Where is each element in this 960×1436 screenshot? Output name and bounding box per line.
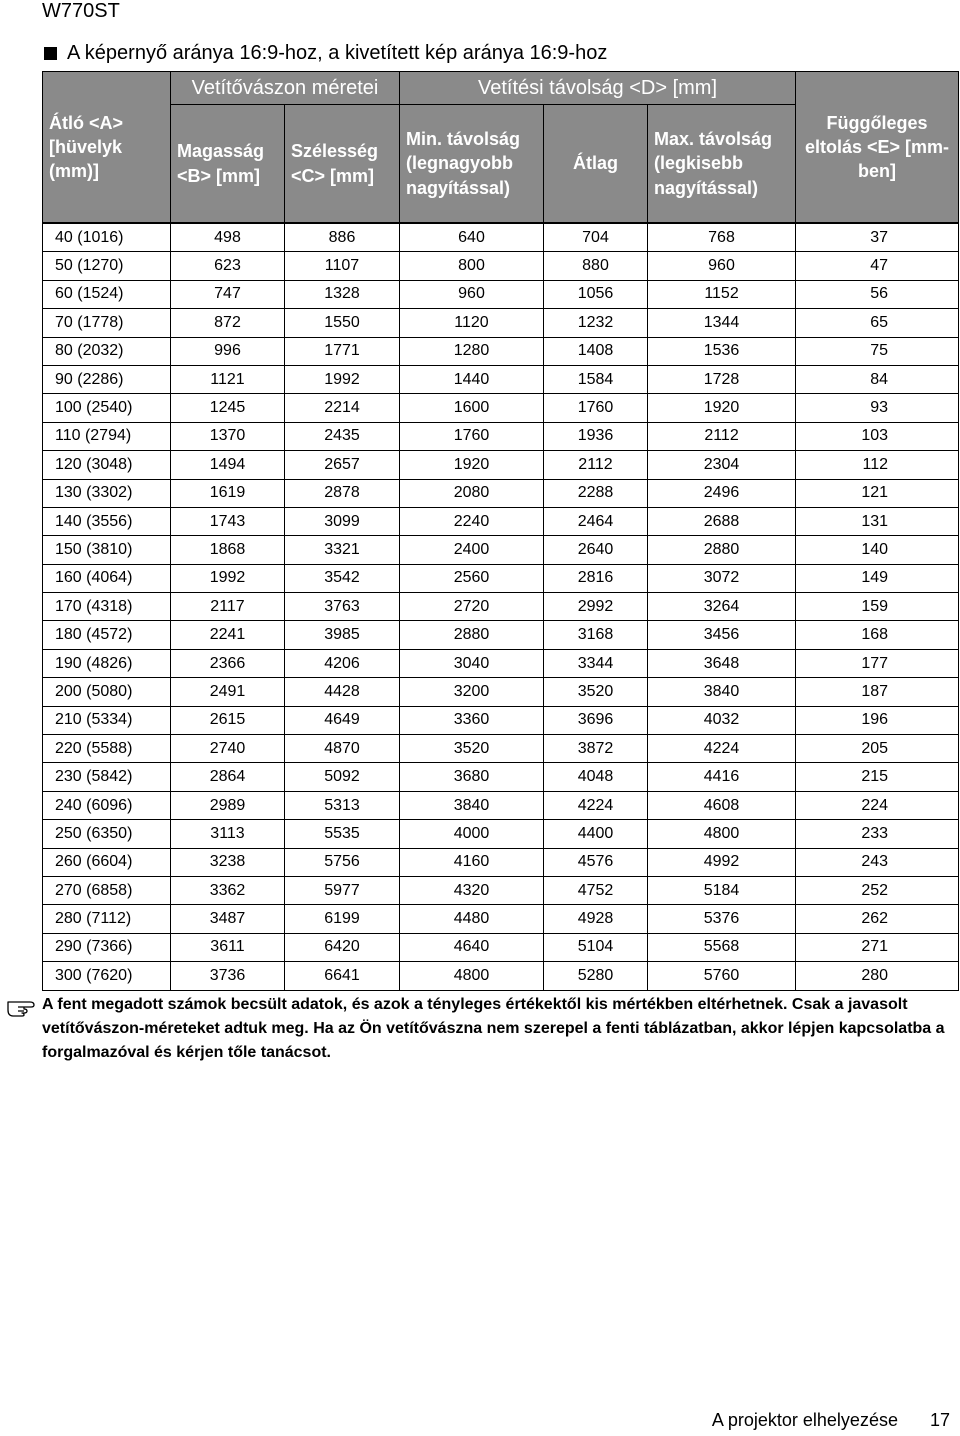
table-row: [43, 507, 959, 535]
table-cell: 2560: [400, 564, 544, 592]
table-cell: 2080: [400, 479, 544, 507]
table-cell: 4160: [400, 848, 544, 876]
table-cell: 4870: [285, 735, 400, 763]
table-cell: 240 (6096): [43, 791, 171, 819]
table-cell: 3763: [285, 593, 400, 621]
table-cell: 130 (3302): [43, 479, 171, 507]
table-body: [43, 223, 959, 990]
table-cell: 300 (7620): [43, 962, 171, 990]
table-cell: 3321: [285, 536, 400, 564]
col-header-average: Átlag: [544, 105, 648, 224]
table-cell: 140: [796, 536, 959, 564]
table-cell: 290 (7366): [43, 933, 171, 961]
table-cell: 1760: [544, 394, 648, 422]
table-row: [43, 564, 959, 592]
table-cell: 4752: [544, 876, 648, 904]
table-row: [43, 451, 959, 479]
table-cell: 70 (1778): [43, 309, 171, 337]
table-cell: 270 (6858): [43, 876, 171, 904]
table-cell: 5760: [648, 962, 796, 990]
table-cell: 5568: [648, 933, 796, 961]
table-cell: 1992: [285, 365, 400, 393]
table-cell: 159: [796, 593, 959, 621]
table-cell: 5756: [285, 848, 400, 876]
table-cell: 1936: [544, 422, 648, 450]
table-cell: 60 (1524): [43, 280, 171, 308]
table-cell: 6641: [285, 962, 400, 990]
col-header-min-distance: Min. távolság (legnagyobb nagyítással): [400, 105, 544, 224]
table-row: [43, 593, 959, 621]
table-cell: 80 (2032): [43, 337, 171, 365]
table-cell: 3168: [544, 621, 648, 649]
table-cell: 2435: [285, 422, 400, 450]
table-row: [43, 479, 959, 507]
table-cell: 3736: [171, 962, 285, 990]
group-header-projection-distance: Vetítési távolság <D> [mm]: [400, 72, 796, 105]
table-cell: 4048: [544, 763, 648, 791]
table-cell: 93: [796, 394, 959, 422]
table-cell: 1550: [285, 309, 400, 337]
table-cell: 2992: [544, 593, 648, 621]
table-cell: 233: [796, 820, 959, 848]
table-cell: 2720: [400, 593, 544, 621]
table-cell: 103: [796, 422, 959, 450]
table-cell: 230 (5842): [43, 763, 171, 791]
table-cell: 4928: [544, 905, 648, 933]
table-cell: 2304: [648, 451, 796, 479]
table-row: [43, 791, 959, 819]
pointing-hand-icon: [6, 993, 38, 1017]
table-cell: 1232: [544, 309, 648, 337]
table-row: [43, 706, 959, 734]
table-cell: 2112: [648, 422, 796, 450]
table-cell: 1868: [171, 536, 285, 564]
table-cell: 100 (2540): [43, 394, 171, 422]
table-cell: 75: [796, 337, 959, 365]
table-cell: 260 (6604): [43, 848, 171, 876]
table-row: [43, 763, 959, 791]
table-cell: 1107: [285, 252, 400, 280]
table-row: [43, 422, 959, 450]
table-row: [43, 365, 959, 393]
col-header-max-distance: Max. távolság (legkisebb nagyítással): [648, 105, 796, 224]
table-cell: 65: [796, 309, 959, 337]
table-cell: 168: [796, 621, 959, 649]
table-cell: 5313: [285, 791, 400, 819]
table-cell: 1920: [648, 394, 796, 422]
table-cell: 4000: [400, 820, 544, 848]
table-cell: 880: [544, 252, 648, 280]
note: [42, 993, 958, 1065]
col-header-width: Szélesség <C> [mm]: [285, 105, 400, 224]
table-cell: 205: [796, 735, 959, 763]
table-cell: 131: [796, 507, 959, 535]
table-cell: 1344: [648, 309, 796, 337]
table-cell: 5535: [285, 820, 400, 848]
table-cell: 498: [171, 223, 285, 252]
table-cell: 3872: [544, 735, 648, 763]
table-cell: 1280: [400, 337, 544, 365]
section-title: A képernyő aránya 16:9-hoz, a kivetített kép aránya 16:9-hoz: [67, 42, 608, 64]
table-cell: 4608: [648, 791, 796, 819]
note-text: A fent megadott számok becsült adatok, és azok a tényleges értékektől kis mértékben eltérhetnek. Csak a javasolt vetítővászon-méreteket adtuk meg. Ha az Ön vetítővászna nem szerepel a fenti táblázatban, akkor lépjen kapcsolatba a forgalmazóval és kérjen tőle tanácsot.: [42, 996, 945, 1061]
table-cell: 960: [648, 252, 796, 280]
table-cell: 196: [796, 706, 959, 734]
table-cell: 2740: [171, 735, 285, 763]
table-cell: 150 (3810): [43, 536, 171, 564]
table-row: [43, 309, 959, 337]
table-cell: 1584: [544, 365, 648, 393]
table-cell: 3487: [171, 905, 285, 933]
table-cell: 2640: [544, 536, 648, 564]
table-cell: 190 (4826): [43, 649, 171, 677]
table-cell: 872: [171, 309, 285, 337]
table-cell: 2491: [171, 678, 285, 706]
table-cell: 1494: [171, 451, 285, 479]
table-cell: 3344: [544, 649, 648, 677]
table-cell: 1328: [285, 280, 400, 308]
table-cell: 1440: [400, 365, 544, 393]
table-cell: 3264: [648, 593, 796, 621]
table-row: [43, 905, 959, 933]
table-cell: 2400: [400, 536, 544, 564]
table-cell: 271: [796, 933, 959, 961]
table-cell: 2880: [400, 621, 544, 649]
table-cell: 768: [648, 223, 796, 252]
col-header-height: Magasság <B> [mm]: [171, 105, 285, 224]
table-cell: 250 (6350): [43, 820, 171, 848]
table-cell: 224: [796, 791, 959, 819]
table-cell: 5092: [285, 763, 400, 791]
table-cell: 2657: [285, 451, 400, 479]
table-cell: 149: [796, 564, 959, 592]
table-cell: 4480: [400, 905, 544, 933]
table-cell: 1992: [171, 564, 285, 592]
table-cell: 56: [796, 280, 959, 308]
table-cell: 3680: [400, 763, 544, 791]
table-cell: 4428: [285, 678, 400, 706]
table-cell: 243: [796, 848, 959, 876]
table-cell: 2288: [544, 479, 648, 507]
table-row: [43, 223, 959, 252]
table-cell: 4032: [648, 706, 796, 734]
table-cell: 1619: [171, 479, 285, 507]
table-cell: 280: [796, 962, 959, 990]
table-cell: 4320: [400, 876, 544, 904]
table-cell: 1152: [648, 280, 796, 308]
table-cell: 4992: [648, 848, 796, 876]
table-cell: 187: [796, 678, 959, 706]
table-cell: 4416: [648, 763, 796, 791]
table-row: [43, 876, 959, 904]
table-row: [43, 820, 959, 848]
table-cell: 3113: [171, 820, 285, 848]
table-cell: 704: [544, 223, 648, 252]
table-cell: 1920: [400, 451, 544, 479]
table-cell: 3611: [171, 933, 285, 961]
table-cell: 2878: [285, 479, 400, 507]
section-heading: [44, 42, 607, 65]
table-row: [43, 536, 959, 564]
table-cell: 170 (4318): [43, 593, 171, 621]
table-cell: 1408: [544, 337, 648, 365]
table-cell: 110 (2794): [43, 422, 171, 450]
model-name: W770ST: [42, 0, 120, 22]
table-cell: 2496: [648, 479, 796, 507]
table-cell: 800: [400, 252, 544, 280]
table-cell: 121: [796, 479, 959, 507]
table-cell: 215: [796, 763, 959, 791]
table-cell: 3072: [648, 564, 796, 592]
table-cell: 4649: [285, 706, 400, 734]
table-row: [43, 848, 959, 876]
table-cell: 3238: [171, 848, 285, 876]
table-cell: 6199: [285, 905, 400, 933]
table-cell: 2241: [171, 621, 285, 649]
projection-size-table: [42, 71, 959, 991]
table-cell: 2366: [171, 649, 285, 677]
page-number: 17: [929, 1410, 950, 1430]
table-cell: 3200: [400, 678, 544, 706]
table-cell: 5104: [544, 933, 648, 961]
table-cell: 180 (4572): [43, 621, 171, 649]
table-cell: 747: [171, 280, 285, 308]
table-cell: 5376: [648, 905, 796, 933]
footer-section-name: A projektor elhelyezése: [711, 1410, 898, 1430]
table-cell: 2989: [171, 791, 285, 819]
table-cell: 4576: [544, 848, 648, 876]
table-cell: 4800: [400, 962, 544, 990]
page-footer: [712, 1410, 950, 1431]
table-row: [43, 933, 959, 961]
table-cell: 4400: [544, 820, 648, 848]
table-cell: 262: [796, 905, 959, 933]
table-cell: 1536: [648, 337, 796, 365]
table-cell: 84: [796, 365, 959, 393]
group-header-screen-size: Vetítővászon méretei: [171, 72, 400, 105]
table-cell: 177: [796, 649, 959, 677]
table-cell: 280 (7112): [43, 905, 171, 933]
table-cell: 1760: [400, 422, 544, 450]
table-cell: 3360: [400, 706, 544, 734]
table-cell: 3840: [648, 678, 796, 706]
table-row: [43, 678, 959, 706]
table-cell: 3099: [285, 507, 400, 535]
table-cell: 2864: [171, 763, 285, 791]
table-cell: 3520: [544, 678, 648, 706]
table-cell: 210 (5334): [43, 706, 171, 734]
table-cell: 5977: [285, 876, 400, 904]
table-row: [43, 735, 959, 763]
table-cell: 2240: [400, 507, 544, 535]
table-row: [43, 649, 959, 677]
table-cell: 90 (2286): [43, 365, 171, 393]
table-cell: 140 (3556): [43, 507, 171, 535]
table-cell: 5280: [544, 962, 648, 990]
square-bullet-icon: [44, 47, 57, 60]
table-cell: 960: [400, 280, 544, 308]
table-cell: 2816: [544, 564, 648, 592]
table-cell: 47: [796, 252, 959, 280]
table-cell: 1743: [171, 507, 285, 535]
table-cell: 252: [796, 876, 959, 904]
table-row: [43, 337, 959, 365]
table-cell: 4224: [648, 735, 796, 763]
table-cell: 2112: [544, 451, 648, 479]
table-cell: 200 (5080): [43, 678, 171, 706]
table-cell: 4224: [544, 791, 648, 819]
table-cell: 1600: [400, 394, 544, 422]
table-cell: 3985: [285, 621, 400, 649]
table-cell: 2464: [544, 507, 648, 535]
table-row: [43, 394, 959, 422]
table-cell: 3040: [400, 649, 544, 677]
table-cell: 1245: [171, 394, 285, 422]
table-cell: 2615: [171, 706, 285, 734]
table-cell: 3696: [544, 706, 648, 734]
table-row: [43, 621, 959, 649]
table-cell: 6420: [285, 933, 400, 961]
table-cell: 996: [171, 337, 285, 365]
table-cell: 50 (1270): [43, 252, 171, 280]
table-cell: 2117: [171, 593, 285, 621]
table-row: [43, 252, 959, 280]
table-cell: 5184: [648, 876, 796, 904]
table-cell: 4206: [285, 649, 400, 677]
table-cell: 1370: [171, 422, 285, 450]
table-cell: 1056: [544, 280, 648, 308]
table-cell: 120 (3048): [43, 451, 171, 479]
table-cell: 160 (4064): [43, 564, 171, 592]
table-cell: 1771: [285, 337, 400, 365]
table-cell: 1728: [648, 365, 796, 393]
table-cell: 4640: [400, 933, 544, 961]
table-cell: 886: [285, 223, 400, 252]
table-cell: 4800: [648, 820, 796, 848]
table-cell: 3456: [648, 621, 796, 649]
table-cell: 623: [171, 252, 285, 280]
table-cell: 3520: [400, 735, 544, 763]
table-cell: 3648: [648, 649, 796, 677]
col-header-vertical-offset: Függőleges eltolás <E> [mm-ben]: [796, 72, 959, 224]
table-row: [43, 962, 959, 990]
table-cell: 640: [400, 223, 544, 252]
table-cell: 2214: [285, 394, 400, 422]
table-cell: 37: [796, 223, 959, 252]
table-cell: 3840: [400, 791, 544, 819]
table-cell: 3542: [285, 564, 400, 592]
table-cell: 2880: [648, 536, 796, 564]
table-cell: 1121: [171, 365, 285, 393]
table-cell: 1120: [400, 309, 544, 337]
table-cell: 3362: [171, 876, 285, 904]
table-cell: 2688: [648, 507, 796, 535]
col-header-diagonal: Átló <A> [hüvelyk (mm)]: [43, 72, 171, 224]
table-row: [43, 280, 959, 308]
table-cell: 40 (1016): [43, 223, 171, 252]
table-cell: 112: [796, 451, 959, 479]
table-cell: 220 (5588): [43, 735, 171, 763]
